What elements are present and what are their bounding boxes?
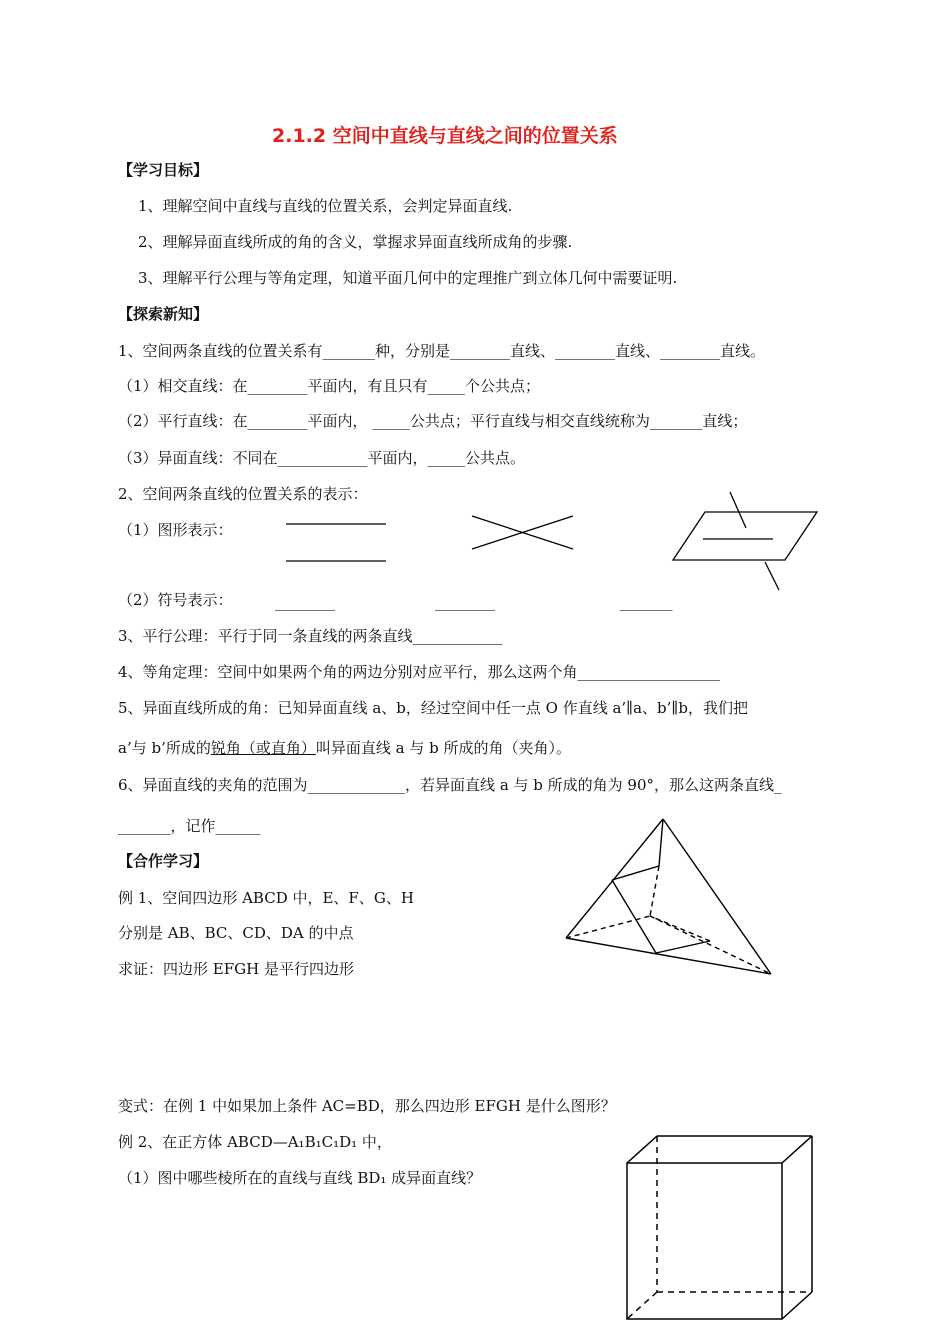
question-1-2: （2）平行直线：在________平面内， _____公共点；平行直线与相交直线统称为_______直线； <box>118 412 748 430</box>
goal-item-3: 3、理解平行公理与等角定理，知道平面几何中的定理推广到立体几何中需要证明. <box>138 269 678 287</box>
skew-lines-figure <box>673 492 817 590</box>
parallel-lines-figure <box>286 524 386 561</box>
coop-heading: 【合作学习】 <box>118 852 209 870</box>
variant-question: 变式：在例 1 中如果加上条件 AC=BD，那么四边形 EFGH 是什么图形？ <box>118 1097 616 1115</box>
question-6-line-2: _______，记作______ <box>118 817 261 835</box>
question-5-underlined: 锐角（或直角） <box>210 739 316 757</box>
question-5-text-b: 叫异面直线 a 与 b 所成的角（夹角）。 <box>315 739 571 757</box>
symbol-blank-2: ________ <box>435 593 495 611</box>
goal-item-1: 1、理解空间中直线与直线的位置关系，会判定异面直线. <box>138 197 513 215</box>
question-2-2: （2）符号表示： <box>118 591 233 609</box>
explore-heading: 【探索新知】 <box>118 305 209 323</box>
goal-item-2: 2、理解异面直线所成的角的含义，掌握求异面直线所成角的步骤. <box>138 233 573 251</box>
symbol-blank-3: _______ <box>620 593 673 611</box>
symbol-blank-1: ________ <box>275 593 335 611</box>
spatial-quadrilateral-figure <box>566 819 771 974</box>
question-5-line-1: 5、异面直线所成的角：已知异面直线 a、b，经过空间中任一点 O 作直线 a’∥a、b’∥b，我们把 <box>118 699 748 717</box>
cube-figure <box>627 1136 812 1319</box>
question-4: 4、等角定理：空间中如果两个角的两边分别对应平行，那么这两个角___________________ <box>118 663 721 681</box>
question-6-line-1: 6、异面直线的夹角的范围为_____________，若异面直线 a 与 b 所成的角为 90°，那么这两条直线_ <box>118 776 782 794</box>
question-1-1: （1）相交直线：在________平面内，有且只有_____个公共点； <box>118 377 541 395</box>
example-2-line-1: 例 2、在正方体 ABCD—A₁B₁C₁D₁ 中， <box>118 1133 392 1151</box>
page-title: 2.1.2 空间中直线与直线之间的位置关系 <box>272 125 618 147</box>
question-2: 2、空间两条直线的位置关系的表示： <box>118 485 368 503</box>
intersecting-lines-figure <box>472 516 573 549</box>
example-1-line-2: 分别是 AB、BC、CD、DA 的中点 <box>118 924 354 942</box>
question-5-text-a: a’与 b’所成的 <box>118 739 211 757</box>
example-2-question-1: （1）图中哪些棱所在的直线与直线 BD₁ 成异面直线？ <box>118 1169 482 1187</box>
example-1-line-1: 例 1、空间四边形 ABCD 中，E、F、G、H <box>118 889 414 907</box>
question-1: 1、空间两条直线的位置关系有_______种，分别是________直线、________直线、________直线。 <box>118 342 766 360</box>
question-3: 3、平行公理：平行于同一条直线的两条直线____________ <box>118 627 503 645</box>
question-2-1: （1）图形表示： <box>118 521 233 539</box>
example-1-line-3: 求证：四边形 EFGH 是平行四边形 <box>118 960 354 978</box>
question-1-3: （3）异面直线：不同在____________平面内，_____公共点。 <box>118 449 526 467</box>
goals-heading: 【学习目标】 <box>118 161 209 179</box>
